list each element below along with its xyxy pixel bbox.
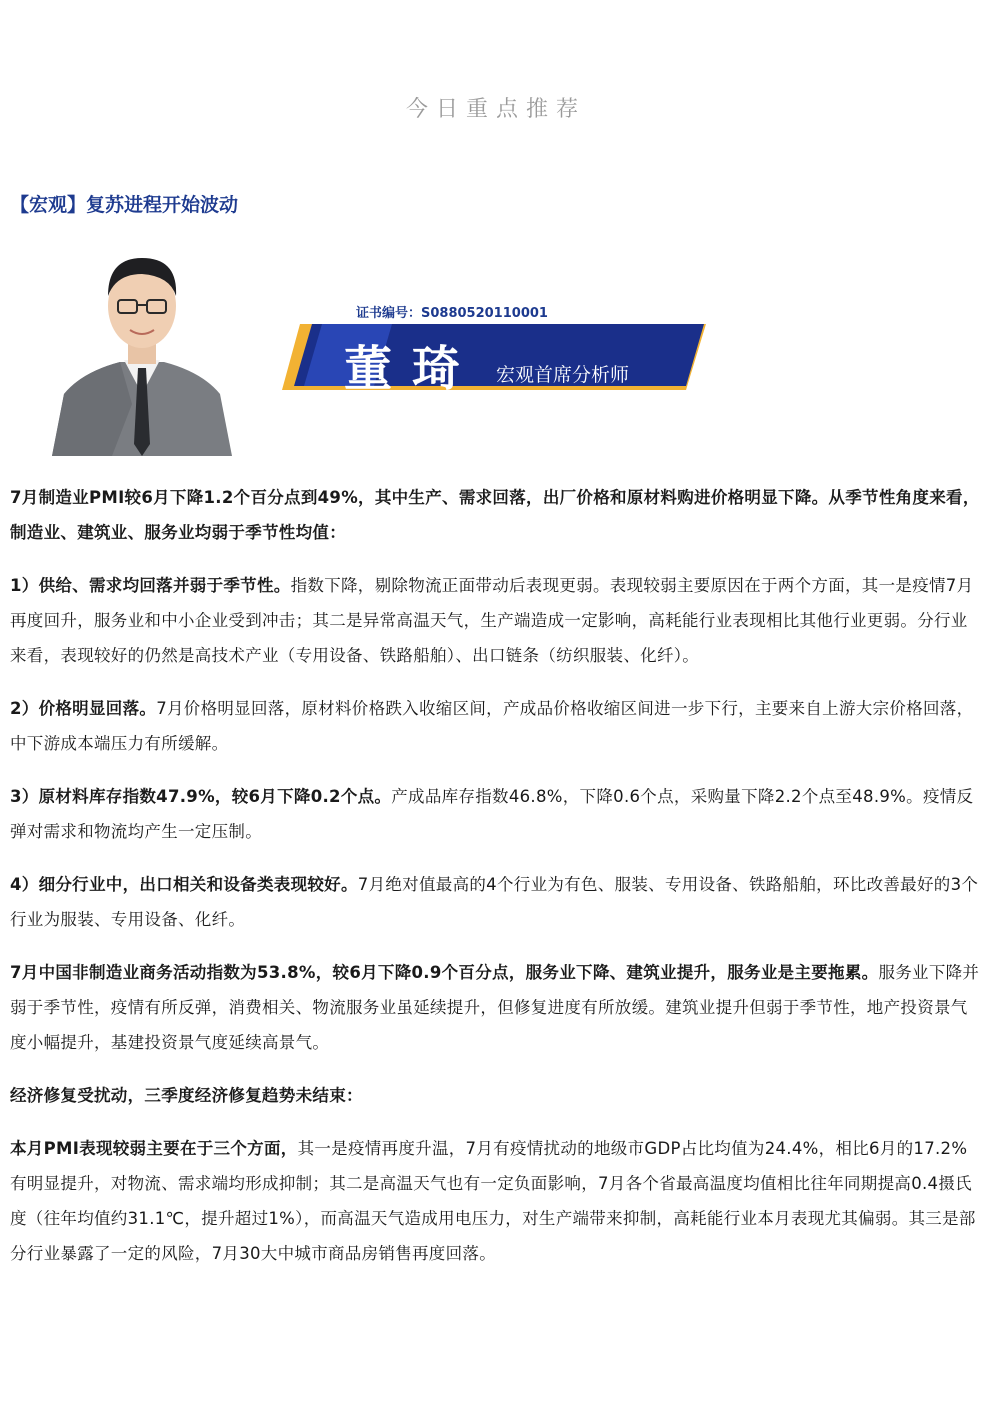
paragraph	[10, 779, 982, 849]
paragraph	[10, 1078, 982, 1113]
paragraph-lead: 4）细分行业中，出口相关和设备类表现较好。	[10, 875, 358, 894]
section-title: 【宏观】复苏进程开始波动	[10, 194, 239, 216]
paragraph-lead: 本月PMI表现较弱主要在于三个方面，	[10, 1139, 298, 1158]
paragraph-lead: 经济修复受扰动，三季度经济修复趋势未结束：	[10, 1086, 363, 1105]
analyst-name: 董琦	[344, 341, 481, 397]
paragraph	[10, 568, 982, 673]
paragraph	[10, 691, 982, 761]
article-body	[10, 480, 982, 1289]
page-header: 今日重点推荐	[405, 97, 586, 122]
paragraph	[10, 480, 982, 550]
analyst-role: 宏观首席分析师	[496, 364, 630, 386]
paragraph-lead: 2）价格明显回落。	[10, 699, 157, 718]
paragraph-lead: 7月中国非制造业商务活动指数为53.8%，较6月下降0.9个百分点，服务业下降、建筑业提升，服务业是主要拖累。	[10, 963, 879, 982]
certificate-number: 证书编号：S0880520110001	[356, 306, 548, 321]
paragraph-lead: 7月制造业PMI较6月下降1.2个百分点到49%，其中生产、需求回落，出厂价格和原材料购进价格明显下降。从季节性角度来看，制造业、建筑业、服务业均弱于季节性均值：	[10, 488, 980, 542]
paragraph-lead: 1）供给、需求均回落并弱于季节性。	[10, 576, 291, 595]
paragraph	[10, 1131, 982, 1271]
paragraph-text: 服务业下降并弱于季节性，疫情有所反弹，消费相关、物流服务业虽延续提升，但修复进度有所放缓。建筑业提升但弱于季节性，地产投资景气度小幅提升，基建投资景气度延续高景气。	[10, 963, 980, 1052]
paragraph-text: 其一是疫情再度升温，7月有疫情扰动的地级市GDP占比均值为24.4%，相比6月的17.2%有明显提升，对物流、需求端均形成抑制；其二是高温天气也有一定负面影响，7月各个省最高温度均值相比往年同期提高0.4摄氏度（往年均值约31.1℃，提升超过1%），而高温天气造成用电压力，对生产端带来抑制，高耗能行业本月表现尤其偏弱。其三是部分行业暴露了一定的风险，7月30大中城市商品房销售再度回落。	[10, 1139, 976, 1263]
paragraph	[10, 955, 982, 1060]
paragraph-text: 指数下降，剔除物流正面带动后表现更弱。表现较弱主要原因在于两个方面，其一是疫情7月再度回升，服务业和中小企业受到冲击；其二是异常高温天气，生产端造成一定影响，高耗能行业表现相比其他行业更弱。分行业来看，表现较好的仍然是高技术产业（专用设备、铁路船舶）、出口链条（纺织服装、化纤）。	[10, 576, 974, 665]
paragraph-text: 7月价格明显回落，原材料价格跌入收缩区间，产成品价格收缩区间进一步下行，主要来自上游大宗价格回落，中下游成本端压力有所缓解。	[10, 699, 974, 753]
paragraph-text: 产成品库存指数46.8%，下降0.6个点，采购量下降2.2个点至48.9%。疫情反弹对需求和物流均产生一定压制。	[10, 787, 974, 841]
analyst-portrait	[42, 244, 242, 456]
paragraph	[10, 867, 982, 937]
paragraph-text: 7月绝对值最高的4个行业为有色、服装、专用设备、铁路船舶，环比改善最好的3个行业为服装、专用设备、化纤。	[10, 875, 979, 929]
paragraph-lead: 3）原材料库存指数47.9%，较6月下降0.2个点。	[10, 787, 392, 806]
